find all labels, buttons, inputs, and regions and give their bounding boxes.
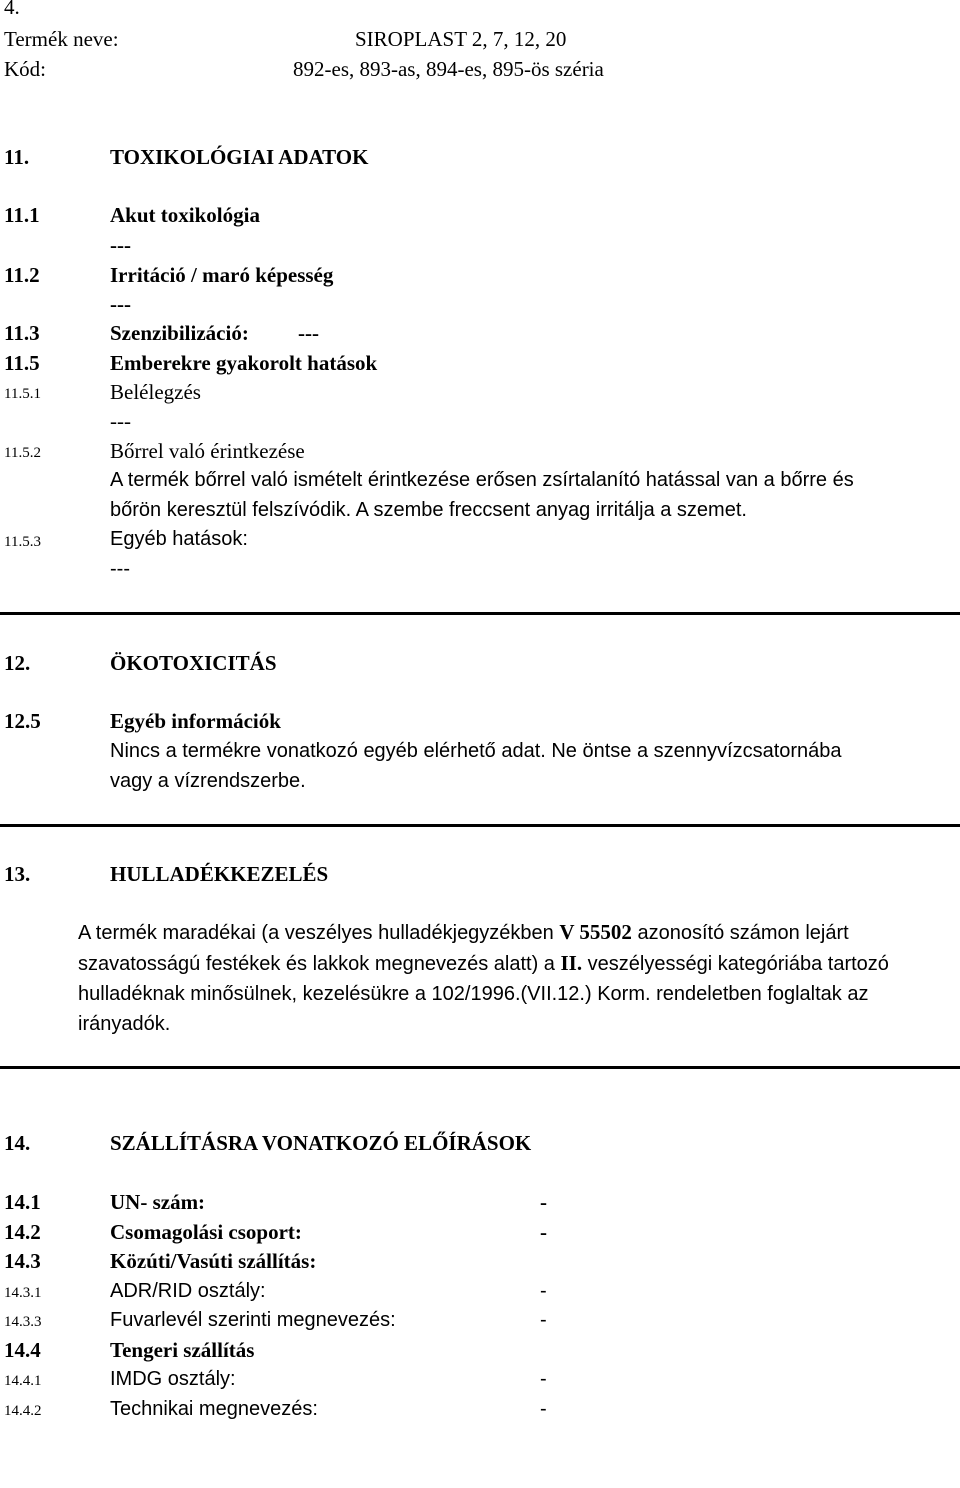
s11-1-value: --- <box>110 233 131 257</box>
s11-5-2-title: Bőrrel való érintkezése <box>110 439 305 463</box>
s14-3-3-label: Fuvarlevél szerinti megnevezés: <box>110 1309 396 1331</box>
code-label: Kód: <box>4 57 46 81</box>
s11-2-title: Irritáció / maró képesség <box>110 263 334 287</box>
s11-5-title: Emberekre gyakorolt hatások <box>110 351 378 375</box>
section-14-title: SZÁLLÍTÁSRA VONATKOZÓ ELŐÍRÁSOK <box>110 1131 532 1155</box>
s14-2-label: Csomagolási csoport: <box>110 1220 302 1244</box>
waste-code: V 55502 <box>559 920 632 944</box>
s11-5-1-number: 11.5.1 <box>4 386 41 402</box>
section-11-number: 11. <box>4 145 30 169</box>
product-name-value: SIROPLAST 2, 7, 12, 20 <box>355 27 567 51</box>
section-12-title: ÖKOTOXICITÁS <box>110 651 277 675</box>
s14-1-label: UN- szám: <box>110 1190 206 1214</box>
s14-4-1-label: IMDG osztály: <box>110 1368 236 1390</box>
s11-3-number: 11.3 <box>4 321 40 345</box>
s12-5-number: 12.5 <box>4 709 41 733</box>
s11-1-number: 11.1 <box>4 203 40 227</box>
s11-5-3-title: Egyéb hatások: <box>110 528 248 550</box>
s14-3-1-value: - <box>540 1280 547 1302</box>
section-13-title: HULLADÉKKEZELÉS <box>110 862 329 886</box>
s11-1-title: Akut toxikológia <box>110 203 260 227</box>
s11-2-number: 11.2 <box>4 263 40 287</box>
s11-5-2-text-line1: A termék bőrrel való ismételt érintkezése erősen zsírtalanító hatással van a bőrre és <box>110 469 854 491</box>
section-divider <box>0 612 960 615</box>
s14-3-1-label: ADR/RID osztály: <box>110 1280 266 1302</box>
s14-4-2-number: 14.4.2 <box>4 1403 42 1419</box>
section-13-number: 13. <box>4 862 31 886</box>
section-11-title: TOXIKOLÓGIAI ADATOK <box>110 145 369 169</box>
s14-4-1-value: - <box>540 1368 547 1390</box>
waste-text-part2: azonosító számon lejárt szavatosságú festékek és lakkok megnevezés alatt) a <box>78 922 849 975</box>
s14-1-number: 14.1 <box>4 1190 41 1214</box>
section-divider <box>0 824 960 827</box>
s12-5-text-line1: Nincs a termékre vonatkozó egyéb elérhető adat. Ne öntse a szennyvízcsatornába <box>110 740 842 762</box>
s11-5-3-number: 11.5.3 <box>4 534 41 550</box>
s14-2-number: 14.2 <box>4 1220 41 1244</box>
s14-2-value: - <box>540 1220 547 1244</box>
product-name-label: Termék neve: <box>4 27 119 51</box>
s11-2-value: --- <box>110 292 131 316</box>
s14-3-1-number: 14.3.1 <box>4 1285 42 1301</box>
s14-3-label: Közúti/Vasúti szállítás: <box>110 1249 317 1273</box>
s14-4-label: Tengeri szállítás <box>110 1338 255 1362</box>
s14-3-3-number: 14.3.3 <box>4 1314 42 1330</box>
s11-3-title: Szenzibilizáció: <box>110 321 249 345</box>
s14-4-2-value: - <box>540 1398 547 1420</box>
hazard-category: II. <box>560 951 583 975</box>
s14-4-1-number: 14.4.1 <box>4 1373 42 1389</box>
section-14-number: 14. <box>4 1131 31 1155</box>
section-divider <box>0 1066 960 1069</box>
code-value: 892-es, 893-as, 894-es, 895-ös széria <box>293 57 604 81</box>
waste-text-part3: veszélyességi kategóriába tartozó hulladéknak minősülnek, kezelésükre a 102/1996.(VII.12.) Korm. rendeletben foglaltak az irányadók. <box>78 953 889 1035</box>
s14-3-3-value: - <box>540 1309 547 1331</box>
s14-3-number: 14.3 <box>4 1249 41 1273</box>
s14-4-number: 14.4 <box>4 1338 41 1362</box>
s11-5-2-text-line2: bőrön keresztül felszívódik. A szembe freccsent anyag irritálja a szemet. <box>110 499 747 521</box>
section-12-number: 12. <box>4 651 31 675</box>
waste-text-part1: A termék maradékai (a veszélyes hulladékjegyzékben <box>78 922 560 944</box>
s14-4-2-label: Technikai megnevezés: <box>110 1398 318 1420</box>
s12-5-title: Egyéb információk <box>110 709 281 733</box>
s11-5-number: 11.5 <box>4 351 40 375</box>
waste-handling-paragraph <box>78 917 938 1039</box>
s11-5-3-value: --- <box>110 558 130 580</box>
s11-5-1-value: --- <box>110 409 131 433</box>
s14-1-value: - <box>540 1190 547 1214</box>
s11-5-2-number: 11.5.2 <box>4 445 41 461</box>
page-number: 4. <box>4 0 20 19</box>
s11-3-value: --- <box>298 321 319 345</box>
s12-5-text-line2: vagy a vízrendszerbe. <box>110 770 306 792</box>
s11-5-1-title: Belélegzés <box>110 380 201 404</box>
